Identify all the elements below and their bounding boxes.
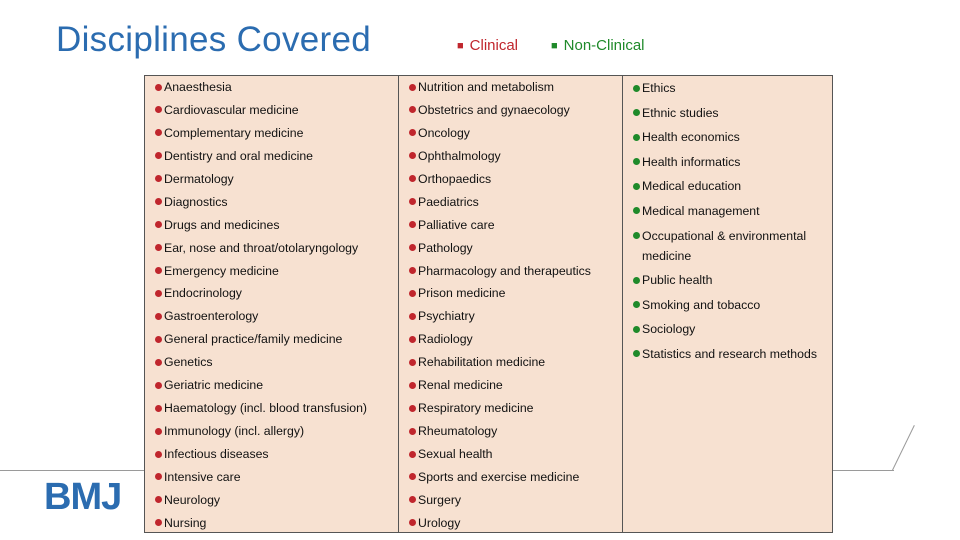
discipline-label: Complementary medicine — [164, 125, 304, 140]
bullet-dot-icon — [155, 175, 162, 182]
discipline-item — [155, 444, 367, 467]
discipline-item — [409, 444, 591, 467]
discipline-label: Anaesthesia — [164, 80, 232, 94]
discipline-item — [155, 238, 367, 261]
discipline-label: Rehabilitation medicine — [418, 355, 546, 370]
discipline-item — [155, 513, 367, 536]
clinical-list-2 — [409, 77, 591, 536]
bullet-dot-icon — [409, 129, 416, 136]
bullet-dot-icon — [633, 134, 640, 141]
discipline-item — [155, 77, 367, 100]
bullet-dot-icon — [155, 152, 162, 159]
bullet-dot-icon — [409, 290, 416, 297]
bullet-dot-icon — [633, 109, 640, 116]
bullet-dot-icon — [409, 313, 416, 320]
discipline-label: Sports and exercise medicine — [418, 469, 580, 484]
discipline-label: Neurology — [164, 492, 221, 507]
discipline-item — [155, 283, 367, 306]
bullet-dot-icon — [409, 84, 416, 91]
discipline-label: Prison medicine — [418, 286, 506, 301]
discipline-label: Sexual health — [418, 447, 493, 461]
page-title: Disciplines Covered — [56, 20, 371, 59]
discipline-item — [409, 100, 591, 123]
bullet-dot-icon — [409, 244, 416, 251]
discipline-label: Nutrition and metabolism — [418, 80, 555, 94]
discipline-item — [155, 169, 367, 192]
discipline-label: Immunology (incl. allergy) — [164, 424, 305, 439]
bullet-dot-icon — [155, 267, 162, 274]
bullet-dot-icon — [409, 106, 416, 113]
discipline-item — [155, 261, 367, 284]
discipline-item — [633, 201, 824, 221]
discipline-label: Cardiovascular medicine — [164, 102, 299, 117]
discipline-label: Smoking and tobacco — [642, 297, 761, 312]
discipline-item — [409, 146, 591, 169]
discipline-label: Respiratory medicine — [418, 401, 534, 416]
bullet-dot-icon — [155, 221, 162, 228]
discipline-item — [409, 238, 591, 261]
disciplines-table — [144, 75, 833, 533]
clinical-column-1 — [145, 76, 399, 532]
bullet-dot-icon — [155, 496, 162, 503]
non-clinical-list — [633, 78, 824, 369]
bullet-dot-icon — [155, 290, 162, 297]
footer-divider-diagonal — [892, 425, 915, 470]
discipline-label: Radiology — [418, 332, 473, 347]
discipline-item — [409, 306, 591, 329]
discipline-label: Renal medicine — [418, 378, 503, 393]
discipline-item — [409, 169, 591, 192]
bullet-dot-icon — [409, 382, 416, 389]
clinical-list-1 — [155, 77, 367, 536]
discipline-label: Gastroenterology — [164, 309, 259, 324]
discipline-label: Genetics — [164, 355, 213, 370]
bullet-dot-icon — [409, 267, 416, 274]
bullet-dot-icon — [155, 106, 162, 113]
discipline-item — [409, 192, 591, 215]
discipline-label: Public health — [642, 273, 713, 288]
legend-clinical-marker: ■ — [457, 40, 464, 52]
discipline-item — [155, 352, 367, 375]
bullet-dot-icon — [155, 519, 162, 526]
discipline-item — [155, 192, 367, 215]
bullet-dot-icon — [409, 451, 416, 458]
bullet-dot-icon — [633, 207, 640, 214]
bullet-dot-icon — [155, 473, 162, 480]
legend-clinical-label: Clinical — [469, 37, 519, 54]
discipline-label: Obstetrics and gynaecology — [418, 102, 570, 117]
bullet-dot-icon — [155, 451, 162, 458]
discipline-label: Health informatics — [642, 154, 741, 169]
discipline-label: Surgery — [418, 492, 462, 507]
bullet-dot-icon — [155, 405, 162, 412]
discipline-item — [409, 352, 591, 375]
bullet-dot-icon — [155, 244, 162, 251]
bullet-dot-icon — [155, 359, 162, 366]
discipline-label: Orthopaedics — [418, 171, 492, 186]
discipline-label: Rheumatology — [418, 424, 498, 439]
bullet-dot-icon — [409, 519, 416, 526]
discipline-item — [633, 319, 824, 339]
bullet-dot-icon — [633, 277, 640, 284]
discipline-item — [155, 398, 367, 421]
discipline-label: Ethnic studies — [642, 105, 719, 120]
discipline-item — [633, 103, 824, 123]
discipline-label: Sociology — [642, 322, 696, 337]
bullet-dot-icon — [155, 84, 162, 91]
bullet-dot-icon — [633, 85, 640, 92]
discipline-item — [155, 467, 367, 490]
bullet-dot-icon — [633, 326, 640, 333]
bullet-dot-icon — [409, 496, 416, 503]
discipline-item — [155, 490, 367, 513]
bullet-dot-icon — [633, 232, 640, 239]
discipline-label: Intensive care — [164, 469, 241, 484]
bullet-dot-icon — [155, 336, 162, 343]
bullet-dot-icon — [409, 175, 416, 182]
discipline-item — [155, 123, 367, 146]
bullet-dot-icon — [633, 301, 640, 308]
discipline-label: Health economics — [642, 130, 740, 145]
bullet-dot-icon — [155, 382, 162, 389]
bullet-dot-icon — [409, 221, 416, 228]
discipline-item — [633, 152, 824, 172]
discipline-label: Paediatrics — [418, 194, 479, 209]
discipline-item — [633, 270, 824, 290]
bullet-dot-icon — [633, 183, 640, 190]
discipline-item — [409, 375, 591, 398]
bullet-dot-icon — [409, 405, 416, 412]
legend-non-clinical — [551, 37, 645, 54]
discipline-label: Pathology — [418, 240, 473, 255]
legend-clinical — [457, 37, 518, 54]
discipline-item — [155, 146, 367, 169]
discipline-item — [155, 421, 367, 444]
bullet-dot-icon — [155, 313, 162, 320]
discipline-item — [409, 329, 591, 352]
discipline-item — [409, 467, 591, 490]
discipline-item — [155, 100, 367, 123]
clinical-column-2 — [399, 76, 623, 532]
bullet-dot-icon — [409, 336, 416, 343]
discipline-label: Ethics — [642, 81, 676, 95]
bullet-dot-icon — [633, 350, 640, 357]
bullet-dot-icon — [155, 129, 162, 136]
legend-non-clinical-label: Non-Clinical — [563, 37, 645, 54]
bullet-dot-icon — [155, 198, 162, 205]
discipline-label: Endocrinology — [164, 286, 242, 301]
bullet-dot-icon — [155, 428, 162, 435]
bmj-logo: BMJ — [44, 476, 122, 518]
non-clinical-column — [623, 76, 832, 532]
discipline-item — [633, 176, 824, 196]
discipline-item — [155, 215, 367, 238]
legend-non-clinical-marker: ■ — [551, 40, 558, 52]
discipline-label: Palliative care — [418, 217, 495, 232]
bullet-dot-icon — [409, 359, 416, 366]
discipline-item — [409, 398, 591, 421]
discipline-label: Infectious diseases — [164, 447, 269, 461]
discipline-item — [409, 77, 591, 100]
discipline-label: Statistics and research methods — [642, 346, 817, 361]
discipline-label: Occupational & environmental medicine — [642, 228, 807, 263]
discipline-label: Haematology (incl. blood transfusion) — [164, 401, 368, 416]
discipline-item — [409, 490, 591, 513]
discipline-label: Ear, nose and throat/otolaryngology — [164, 240, 359, 255]
discipline-label: Geriatric medicine — [164, 378, 264, 393]
bullet-dot-icon — [409, 473, 416, 480]
discipline-item — [633, 127, 824, 147]
bullet-dot-icon — [409, 198, 416, 205]
discipline-label: Ophthalmology — [418, 148, 501, 163]
discipline-label: Psychiatry — [418, 309, 475, 324]
discipline-item — [633, 226, 824, 266]
bullet-dot-icon — [409, 152, 416, 159]
discipline-label: Diagnostics — [164, 194, 228, 209]
discipline-label: Dentistry and oral medicine — [164, 148, 313, 163]
discipline-label: Pharmacology and therapeutics — [418, 263, 591, 278]
discipline-label: Oncology — [418, 125, 470, 140]
discipline-label: Urology — [418, 515, 461, 530]
discipline-item — [409, 283, 591, 306]
discipline-item — [633, 295, 824, 315]
discipline-item — [633, 78, 824, 98]
discipline-item — [155, 306, 367, 329]
discipline-item — [409, 215, 591, 238]
discipline-item — [409, 123, 591, 146]
discipline-item — [155, 375, 367, 398]
discipline-label: Medical education — [642, 179, 742, 194]
discipline-label: General practice/family medicine — [164, 332, 343, 347]
bullet-dot-icon — [409, 428, 416, 435]
discipline-label: Drugs and medicines — [164, 217, 280, 232]
discipline-label: Medical management — [642, 203, 760, 218]
discipline-label: Dermatology — [164, 171, 234, 186]
bullet-dot-icon — [633, 158, 640, 165]
discipline-label: Emergency medicine — [164, 263, 279, 278]
discipline-item — [155, 329, 367, 352]
discipline-item — [409, 513, 591, 536]
discipline-item — [409, 421, 591, 444]
discipline-item — [409, 261, 591, 284]
discipline-label: Nursing — [164, 515, 207, 530]
discipline-item — [633, 344, 824, 364]
